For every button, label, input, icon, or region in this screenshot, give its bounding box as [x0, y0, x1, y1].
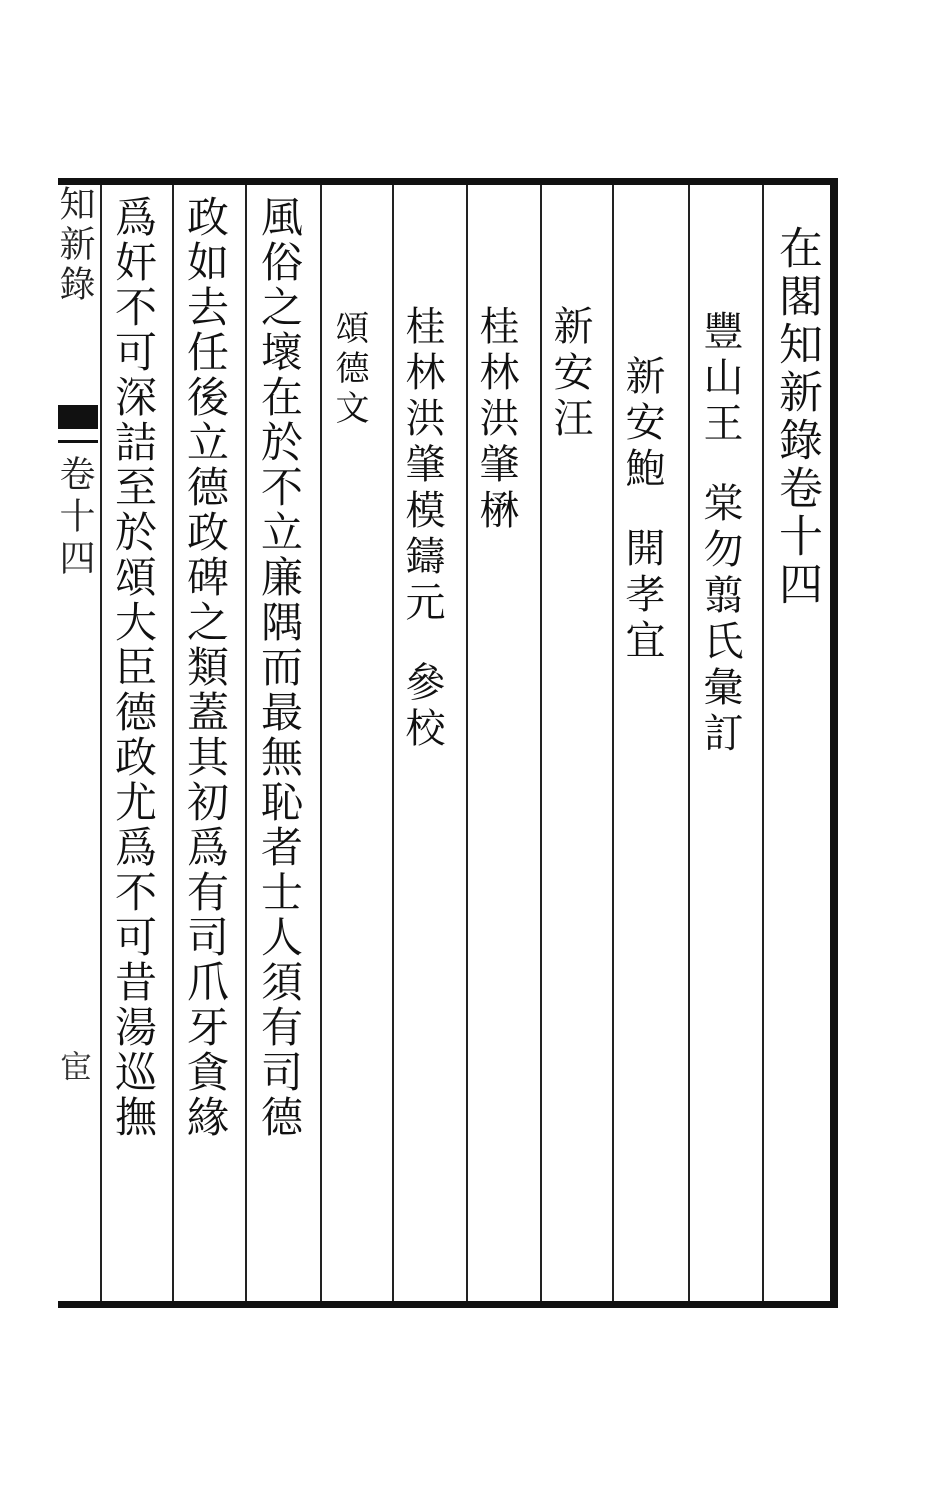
collaborator-column: 新安汪 — [547, 305, 593, 443]
column-rule — [100, 185, 102, 1301]
column-rule — [762, 185, 764, 1301]
collaborator-place: 新安鮑 — [619, 355, 665, 493]
column-rule — [172, 185, 174, 1301]
compiler-name: 豐山王 — [697, 310, 743, 448]
column-rule — [392, 185, 394, 1301]
compiler-column — [697, 310, 743, 758]
collaborator-name: 開孝宜 — [619, 527, 665, 665]
column-rule — [245, 185, 247, 1301]
column-rule — [612, 185, 614, 1301]
collaborator-column — [619, 355, 665, 665]
collaborator-column — [399, 305, 445, 753]
collaborator-column: 頌德文 — [329, 310, 369, 430]
fold-line — [58, 440, 98, 443]
column-rule — [540, 185, 542, 1301]
edge-title: 知新錄 — [54, 185, 95, 305]
compiler-role: 棠勿翦氏彙訂 — [697, 482, 743, 758]
body-column: 政如去任後立德政碑之類蓋其初爲有司爪牙貪緣 — [181, 195, 230, 1140]
collaborator-name: 桂林洪肇模鑄元 — [399, 305, 445, 627]
collaborator-column: 桂林洪肇楙 — [473, 305, 519, 535]
body-column: 風俗之壞在於不立廉隅而最無恥者士人須有司德 — [255, 195, 304, 1140]
column-rule — [688, 185, 690, 1301]
edge-mark: 宦 — [55, 1050, 93, 1082]
edge-volume: 卷十四 — [54, 455, 95, 581]
body-column: 爲奸不可深詰至於頌大臣德政尤爲不可昔湯巡撫 — [109, 195, 158, 1140]
fold-fishtail — [58, 405, 98, 429]
column-rule — [466, 185, 468, 1301]
volume-title: 在閣知新錄卷十四 — [771, 225, 822, 609]
collaborator-role: 參校 — [399, 661, 445, 753]
column-rule — [320, 185, 322, 1301]
